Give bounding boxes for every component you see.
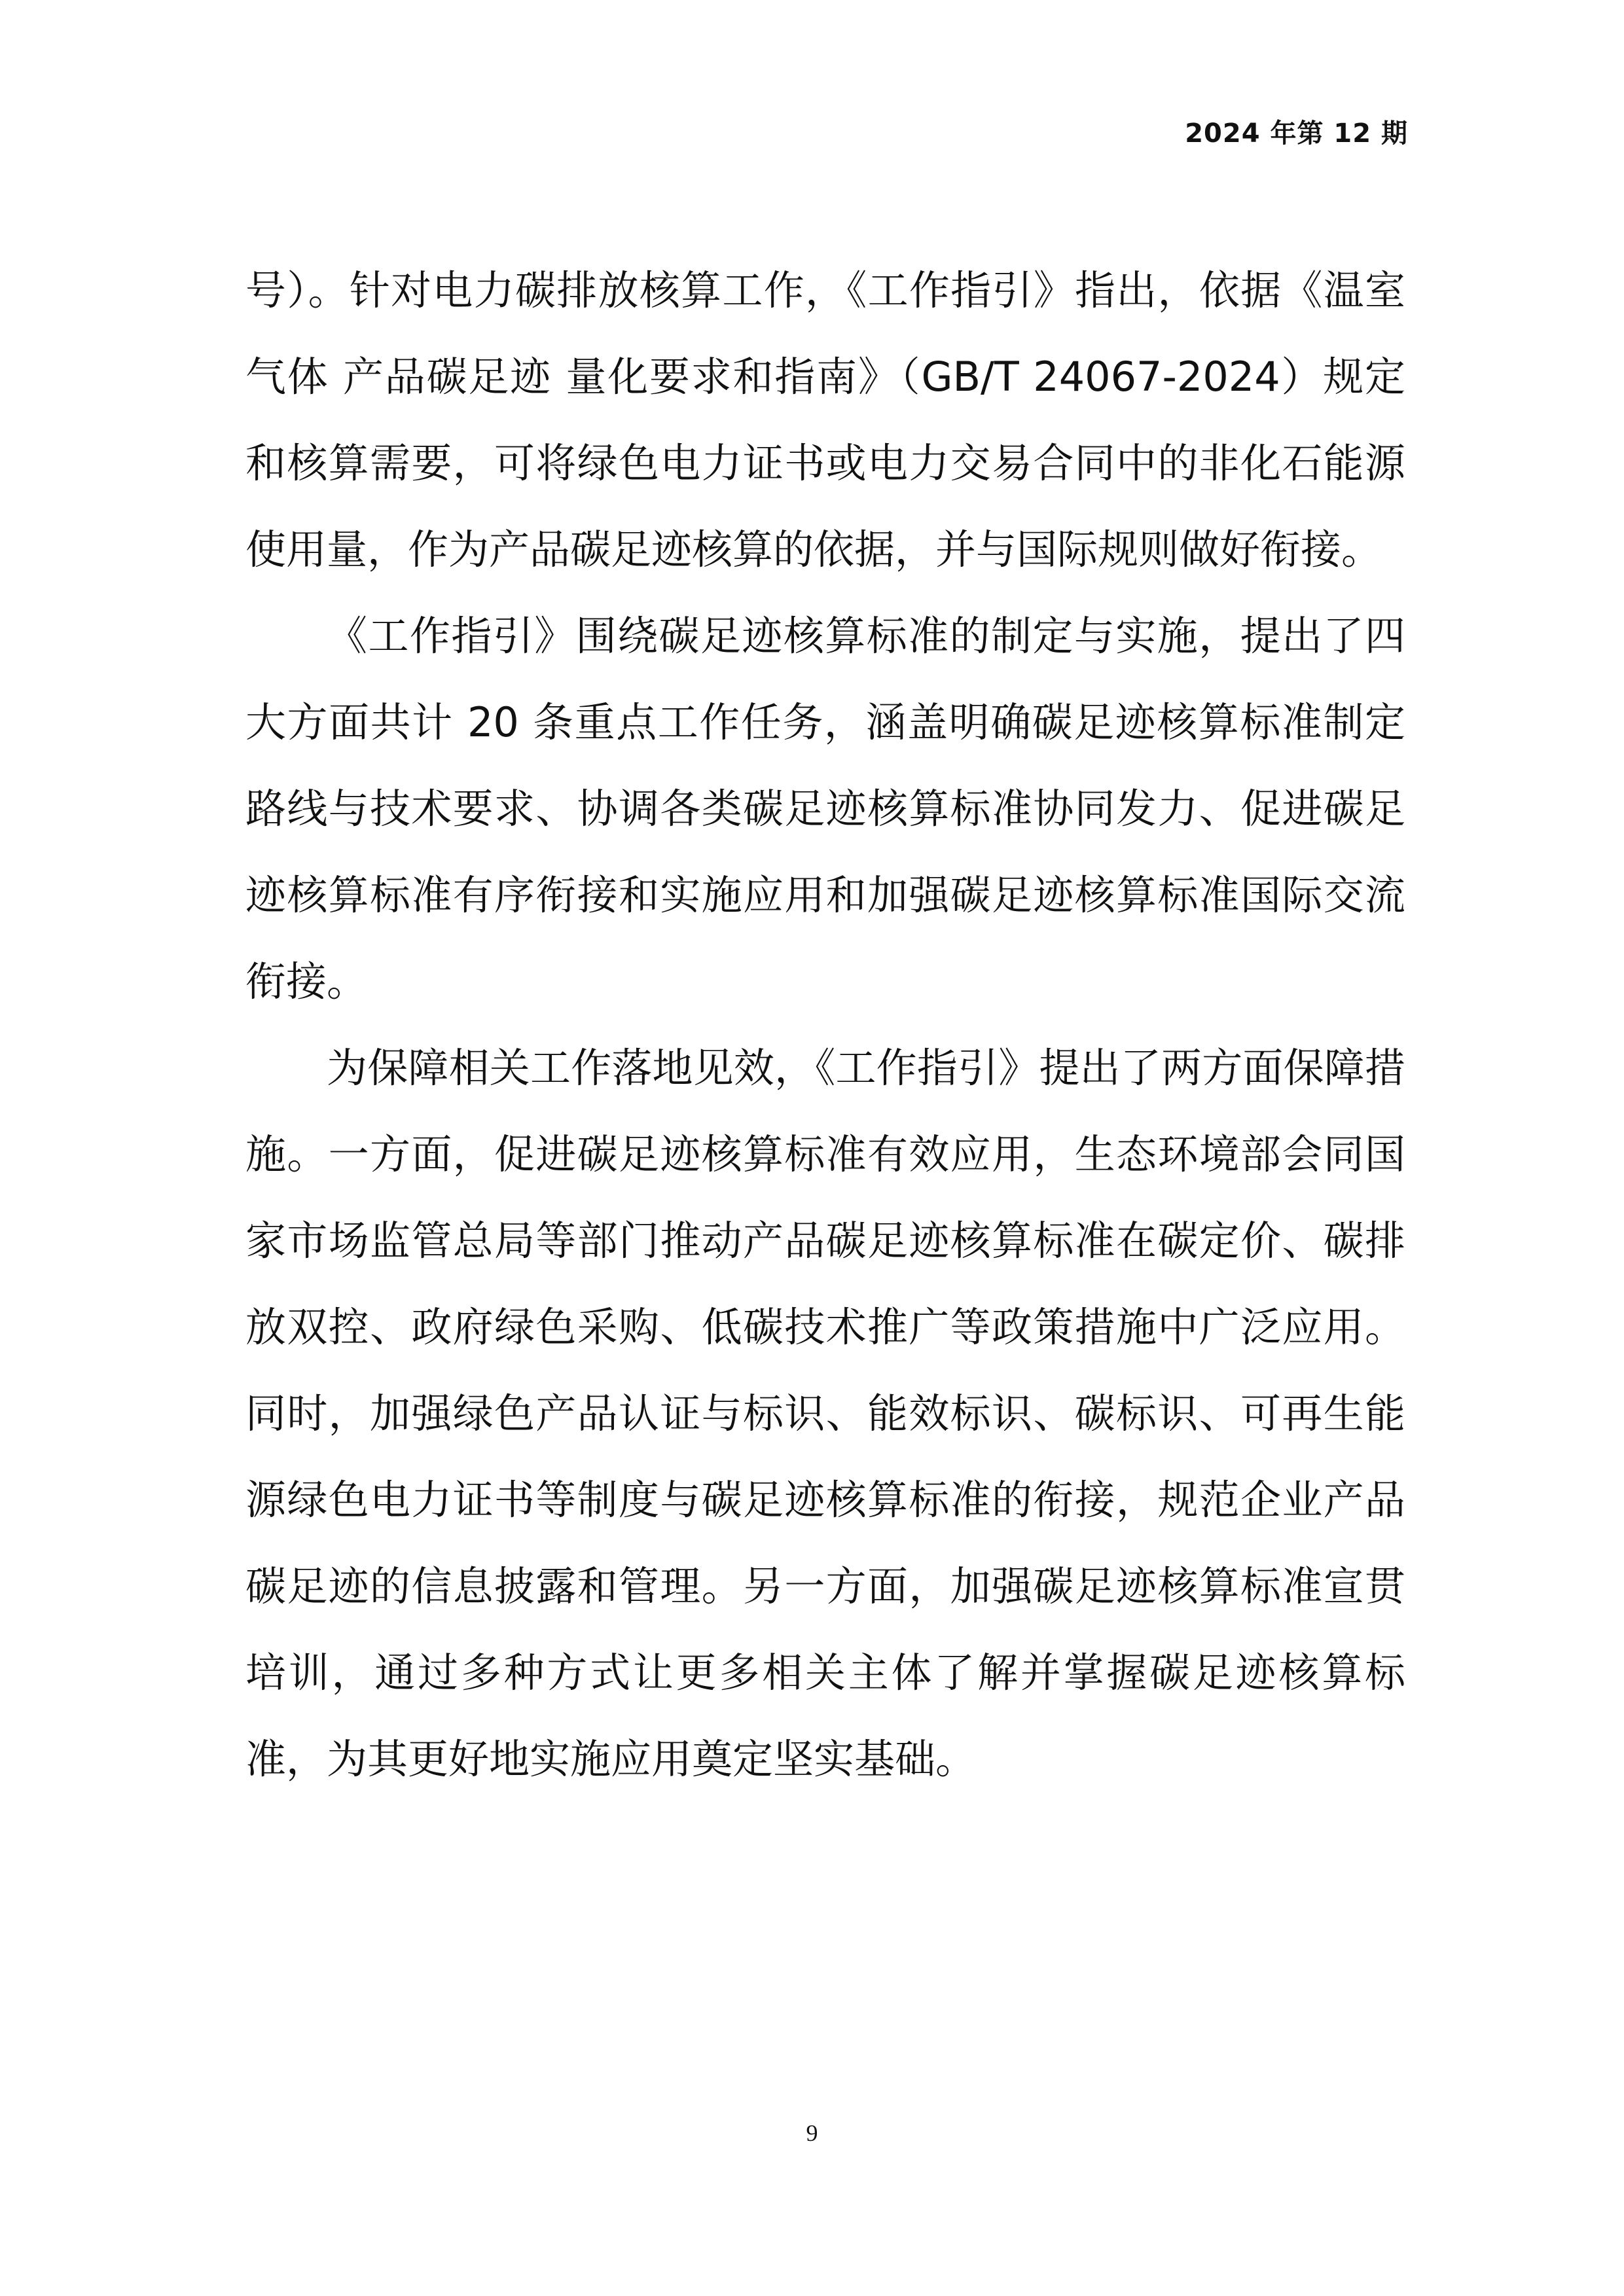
issue-header: 2024 年第 12 期 <box>1185 118 1408 149</box>
paragraph-continuation: 号）。针对电力碳排放核算工作，《工作指引》指出，依据《温室气体 产品碳足迹 量化要求和指南》（GB/T 24067-2024）规定和核算需要，可将绿色电力证书或电力交易合同中的非化石能源使用量，作为产品碳足迹核算的依据，并与国际规则做好衔接。 <box>245 266 1405 573</box>
article-body <box>245 247 1405 1803</box>
page-number: 9 <box>806 2120 818 2146</box>
paragraph-work-tasks: 《工作指引》围绕碳足迹核算标准的制定与实施，提出了四大方面共计 20 条重点工作任务，涵盖明确碳足迹核算标准制定路线与技术要求、协调各类碳足迹核算标准协同发力、促进碳足迹核算标准有序衔接和实施应用和加强碳足迹核算标准国际交流衔接。 <box>245 612 1405 1005</box>
paragraph-safeguards: 为保障相关工作落地见效，《工作指引》提出了两方面保障措施。一方面，促进碳足迹核算标准有效应用，生态环境部会同国家市场监管总局等部门推动产品碳足迹核算标准在碳定价、碳排放双控、政府绿色采购、低碳技术推广等政策措施中广泛应用。同时，加强绿色产品认证与标识、能效标识、碳标识、可再生能源绿色电力证书等制度与碳足迹核算标准的衔接，规范企业产品碳足迹的信息披露和管理。另一方面，加强碳足迹核算标准宣贯培训，通过多种方式让更多相关主体了解并掌握碳足迹核算标准，为其更好地实施应用奠定坚实基础。 <box>245 1044 1405 1783</box>
